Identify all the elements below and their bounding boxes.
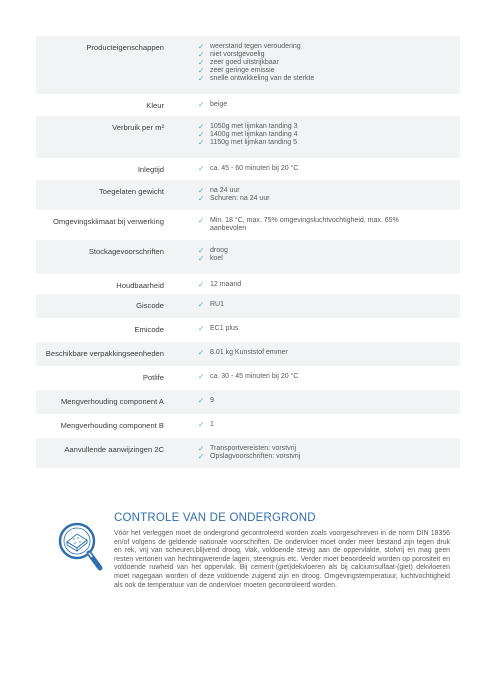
spec-value-text: RU1 bbox=[210, 301, 225, 308]
spec-values bbox=[164, 414, 460, 429]
spec-value bbox=[198, 325, 460, 333]
magnifier-icon bbox=[56, 520, 106, 582]
checkmark-icon: ✓ bbox=[198, 130, 205, 139]
spec-row bbox=[36, 116, 460, 158]
spec-row bbox=[36, 158, 460, 180]
spec-value-text: 12 maand bbox=[210, 281, 242, 288]
checkmark-icon: ✓ bbox=[198, 246, 205, 255]
spec-value bbox=[198, 59, 460, 67]
spec-value bbox=[198, 101, 460, 109]
spec-label: Stockagevoorschriften bbox=[88, 247, 164, 256]
spec-label: Verbruik per m² bbox=[112, 123, 164, 132]
spec-value-text: koel bbox=[210, 255, 223, 262]
checkmark-icon: ✓ bbox=[198, 74, 205, 83]
spec-label: Inlegtijd bbox=[137, 165, 164, 174]
spec-value-text: ca. 45 - 60 minuten bij 20 °C bbox=[210, 165, 299, 172]
section-title: CONTROLE VAN DE ONDERGROND bbox=[114, 512, 316, 524]
checkmark-icon: ✓ bbox=[198, 300, 205, 309]
spec-value bbox=[198, 217, 460, 233]
checkmark-icon: ✓ bbox=[198, 194, 205, 203]
spec-row bbox=[36, 318, 460, 342]
spec-label: Kleur bbox=[146, 101, 164, 110]
checkmark-icon: ✓ bbox=[198, 100, 205, 109]
checkmark-icon: ✓ bbox=[198, 324, 205, 333]
spec-values bbox=[164, 94, 460, 109]
spec-row bbox=[36, 94, 460, 116]
spec-values bbox=[164, 294, 460, 309]
spec-value-text: EC1 plus bbox=[210, 325, 239, 332]
checkmark-icon: ✓ bbox=[198, 348, 205, 357]
spec-value bbox=[198, 43, 460, 51]
spec-label: Aanvullende aanwijzingen 2C bbox=[64, 445, 164, 454]
spec-value-text: 8.01 kg Kunststof emmer bbox=[210, 349, 288, 356]
spec-values bbox=[164, 240, 460, 263]
spec-value-text: snelle ontwikkeling van de sterkte bbox=[210, 75, 315, 82]
checkmark-icon: ✓ bbox=[198, 216, 205, 225]
spec-label: Mengverhouding component B bbox=[60, 421, 164, 430]
checkmark-icon: ✓ bbox=[198, 138, 205, 147]
checkmark-icon: ✓ bbox=[198, 396, 205, 405]
spec-value bbox=[198, 51, 460, 59]
spec-values bbox=[164, 390, 460, 405]
spec-value bbox=[198, 131, 460, 139]
checkmark-icon: ✓ bbox=[198, 452, 205, 461]
spec-label: Toegelaten gewicht bbox=[98, 187, 164, 196]
spec-value bbox=[198, 139, 460, 147]
spec-row bbox=[36, 342, 460, 366]
spec-value bbox=[198, 165, 460, 173]
spec-value-text: Min. 18 °C, max. 75% omgevingsluchtvochtigheid, max. 65% aanbevolen bbox=[210, 217, 399, 232]
checkmark-icon: ✓ bbox=[198, 280, 205, 289]
spec-row bbox=[36, 240, 460, 274]
spec-values bbox=[164, 210, 460, 233]
spec-value-text: 1 bbox=[210, 421, 214, 428]
spec-label: Potlife bbox=[142, 373, 164, 382]
spec-value bbox=[198, 255, 460, 263]
spec-value bbox=[198, 397, 460, 405]
checkmark-icon: ✓ bbox=[198, 420, 205, 429]
spec-row bbox=[36, 366, 460, 390]
checkmark-icon: ✓ bbox=[198, 122, 205, 131]
spec-value bbox=[198, 373, 460, 381]
spec-value-text: na 24 uur bbox=[210, 187, 240, 194]
spec-label: Mengverhouding component A bbox=[60, 397, 164, 406]
spec-value bbox=[198, 349, 460, 357]
spec-value-text: droog bbox=[210, 247, 228, 254]
spec-row bbox=[36, 180, 460, 210]
checkmark-icon: ✓ bbox=[198, 164, 205, 173]
spec-value bbox=[198, 301, 460, 309]
spec-row bbox=[36, 438, 460, 468]
spec-values bbox=[164, 180, 460, 203]
spec-row bbox=[36, 36, 460, 94]
spec-label: Beschikbare verpakkingseenheden bbox=[45, 349, 164, 358]
checkmark-icon: ✓ bbox=[198, 58, 205, 67]
spec-row bbox=[36, 274, 460, 294]
spec-label: Houdbaarheid bbox=[116, 281, 164, 290]
spec-values bbox=[164, 36, 460, 83]
spec-row bbox=[36, 414, 460, 438]
spec-label: Producteigenschappen bbox=[86, 43, 164, 52]
spec-value bbox=[198, 187, 460, 195]
spec-value-text: 1400g met lijmkan tanding 4 bbox=[210, 131, 298, 138]
section-body: Vóór het verleggen moet de ondergrond gecontroleerd worden zoals voorgeschreven in de norm DIN 18356 en/of volgens de geldende nationale voorschriften. De ondervloer moet onder meer bestand zijn tegen druk en rek, vrij van scheuren,blijvend droog, vlak, voldoende stevig aan de oppervlakte, stofvrij en mag geen resten vertonen van hechtingwerende lagen, steengruis etc. Verder moet beoordeeld worden op porositeit en voldoende ruwheid van het oppervlak. Bij cement-(giet)dekvloeren als bij calciumsulfaat-(giet) dekvloeren moet nagegaan worden of deze voldoende zuigend zijn en droog. Omgevingstemperatuur, luchtvochtigheid als ook de temperatuur van de ondervloer moeten gecontroleerd worden. bbox=[114, 530, 450, 589]
spec-value-text: Opslagvoorschriften: vorstvrij bbox=[210, 453, 301, 460]
spec-values bbox=[164, 116, 460, 147]
spec-value bbox=[198, 453, 460, 461]
spec-label: Omgevingsklimaat bij verwerking bbox=[53, 217, 164, 226]
spec-value bbox=[198, 123, 460, 131]
spec-value bbox=[198, 75, 460, 83]
checkmark-icon: ✓ bbox=[198, 42, 205, 51]
spec-value-text: niet vorstgevoelig bbox=[210, 51, 265, 58]
spec-value-text: weerstand tegen veroudering bbox=[210, 43, 301, 50]
spec-row bbox=[36, 210, 460, 240]
checkmark-icon: ✓ bbox=[198, 66, 205, 75]
checkmark-icon: ✓ bbox=[198, 372, 205, 381]
spec-values bbox=[164, 158, 460, 173]
spec-value bbox=[198, 421, 460, 429]
spec-value-text: beige bbox=[210, 101, 228, 108]
spec-values bbox=[164, 274, 460, 289]
spec-value bbox=[198, 247, 460, 255]
spec-value-text: 1150g met lijmkan tanding 5 bbox=[210, 139, 298, 146]
spec-value-text: Schuren: na 24 uur bbox=[210, 195, 270, 202]
spec-values bbox=[164, 342, 460, 357]
spec-value bbox=[198, 67, 460, 75]
checkmark-icon: ✓ bbox=[198, 254, 205, 263]
checkmark-icon: ✓ bbox=[198, 444, 205, 453]
product-spec-table bbox=[36, 36, 460, 468]
spec-values bbox=[164, 366, 460, 381]
spec-value bbox=[198, 195, 460, 203]
spec-value-text: 9 bbox=[210, 397, 214, 404]
spec-row bbox=[36, 390, 460, 414]
spec-value-text: 1050g met lijmkan tanding 3 bbox=[210, 123, 298, 130]
spec-row bbox=[36, 294, 460, 318]
spec-label: Giscode bbox=[136, 301, 164, 310]
spec-value-text: ca. 30 - 45 minuten bij 20 °C bbox=[210, 373, 299, 380]
spec-value bbox=[198, 281, 460, 289]
spec-value-text: Transportvereisten: vorstvrij bbox=[210, 445, 297, 452]
spec-value-text: zeer geringe emissie bbox=[210, 67, 275, 74]
spec-value bbox=[198, 445, 460, 453]
checkmark-icon: ✓ bbox=[198, 186, 205, 195]
spec-value-text: zeer goed uitstrijkbaar bbox=[210, 59, 279, 66]
checkmark-icon: ✓ bbox=[198, 50, 205, 59]
spec-values bbox=[164, 438, 460, 461]
spec-label: Emicode bbox=[134, 325, 164, 334]
spec-values bbox=[164, 318, 460, 333]
